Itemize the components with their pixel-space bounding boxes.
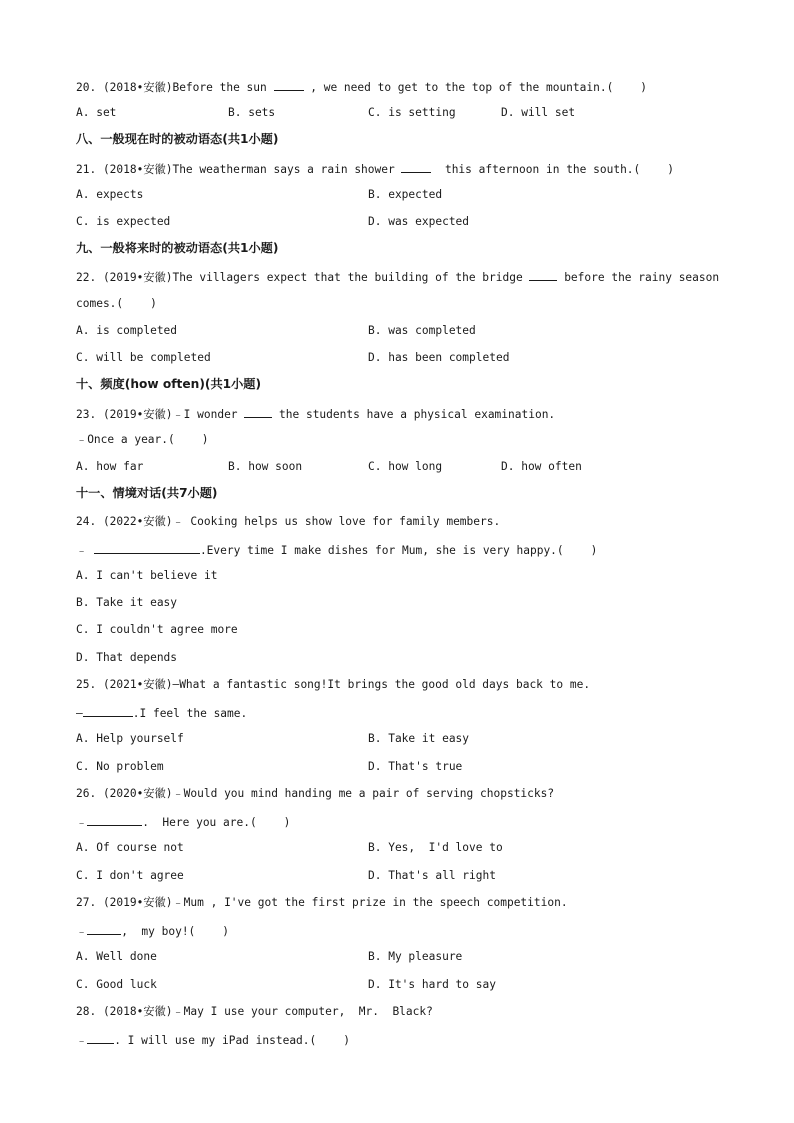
option-c: C. is expected (76, 215, 171, 228)
question-24-reply (76, 542, 597, 558)
dash: ﹣ (76, 816, 88, 829)
option-b: B. My pleasure (368, 950, 463, 963)
question-text: 23. (2019•安徽)﹣I wonder (76, 408, 245, 421)
option-d: D. That depends (76, 651, 178, 664)
question-text: , we need to get to the top of the mountain.( ) (303, 81, 648, 94)
question-23-reply: ﹣Once a year.( ) (76, 433, 209, 446)
option-c: C. Good luck (76, 978, 157, 991)
question-25-reply (76, 705, 247, 721)
question-25-stem: 25. (2021•安徽)—What a fantastic song!It brings the good old days back to me. (76, 678, 591, 691)
option-b: B. Take it easy (76, 596, 178, 609)
option-d: D. has been completed (368, 351, 510, 364)
question-text: . Here you are.( ) (142, 816, 291, 829)
question-text: 20. (2018•安徽)Before the sun (76, 81, 274, 94)
question-27-stem: 27. (2019•安徽)﹣Mum , I've got the first prize in the speech competition. (76, 896, 568, 909)
question-text: , my boy!( ) (121, 925, 229, 938)
answer-blank (274, 79, 304, 91)
option-b: B. how soon (228, 460, 303, 473)
question-text: .Every time I make dishes for Mum, she is very happy.( ) (199, 544, 598, 557)
answer-blank (87, 1032, 114, 1044)
question-20-stem (76, 79, 647, 95)
option-d: D. how often (501, 460, 582, 473)
option-d: D. It's hard to say (368, 978, 496, 991)
answer-blank (244, 406, 272, 418)
option-b: B. was completed (368, 324, 476, 337)
question-text: before the rainy season (557, 271, 720, 284)
option-c: C. I couldn't agree more (76, 623, 238, 636)
question-21-stem (76, 161, 674, 177)
question-26-stem: 26. (2020•安徽)﹣Would you mind handing me a pair of serving chopsticks? (76, 787, 555, 800)
answer-blank (401, 161, 431, 173)
question-22-stem (76, 269, 719, 285)
option-b: B. Yes, I'd love to (368, 841, 503, 854)
question-text: 21. (2018•安徽)The weatherman says a rain shower (76, 163, 402, 176)
answer-blank (87, 923, 121, 935)
answer-blank (94, 542, 200, 554)
option-b: B. expected (368, 188, 443, 201)
question-text: this afternoon in the south.( ) (431, 163, 674, 176)
option-c: C. will be completed (76, 351, 211, 364)
option-a: A. Well done (76, 950, 157, 963)
dash: ﹣ (76, 1034, 88, 1047)
section-heading-11: 十一、情境对话(共7小题) (76, 486, 218, 500)
question-26-reply (76, 814, 290, 830)
question-22-stem-cont: comes.( ) (76, 297, 157, 310)
option-b: B. sets (228, 106, 276, 119)
dash: ﹣ (76, 544, 94, 557)
question-text: . I will use my iPad instead.( ) (114, 1034, 350, 1047)
question-text: .I feel the same. (132, 707, 248, 720)
question-23-stem (76, 406, 555, 422)
option-c: C. I don't agree (76, 869, 184, 882)
option-c: C. how long (368, 460, 443, 473)
option-d: D. That's true (368, 760, 463, 773)
option-b: B. Take it easy (368, 732, 470, 745)
dash: ﹣ (76, 925, 88, 938)
answer-blank (87, 814, 142, 826)
section-heading-8: 八、一般现在时的被动语态(共1小题) (76, 132, 279, 146)
question-text: 22. (2019•安徽)The villagers expect that the building of the bridge (76, 271, 530, 284)
section-heading-9: 九、一般将来时的被动语态(共1小题) (76, 241, 279, 255)
question-27-reply (76, 923, 229, 939)
option-a: A. Of course not (76, 841, 184, 854)
option-a: A. expects (76, 188, 144, 201)
section-heading-10: 十、频度(how often)(共1小题) (76, 377, 262, 391)
option-a: A. how far (76, 460, 144, 473)
option-a: A. set (76, 106, 117, 119)
option-d: D. will set (501, 106, 576, 119)
option-a: A. is completed (76, 324, 178, 337)
option-d: D. was expected (368, 215, 470, 228)
answer-blank (83, 705, 133, 717)
option-a: A. Help yourself (76, 732, 184, 745)
option-d: D. That's all right (368, 869, 496, 882)
option-c: C. is setting (368, 106, 456, 119)
dash: — (76, 707, 83, 720)
question-28-stem: 28. (2018•安徽)﹣May I use your computer, Mr. Black? (76, 1005, 433, 1018)
option-c: C. No problem (76, 760, 164, 773)
question-text: the students have a physical examination. (272, 408, 556, 421)
answer-blank (529, 269, 557, 281)
option-a: A. I can't believe it (76, 569, 218, 582)
question-28-reply (76, 1032, 350, 1048)
question-24-stem: 24. (2022•安徽)﹣ Cooking helps us show love for family members. (76, 515, 501, 528)
